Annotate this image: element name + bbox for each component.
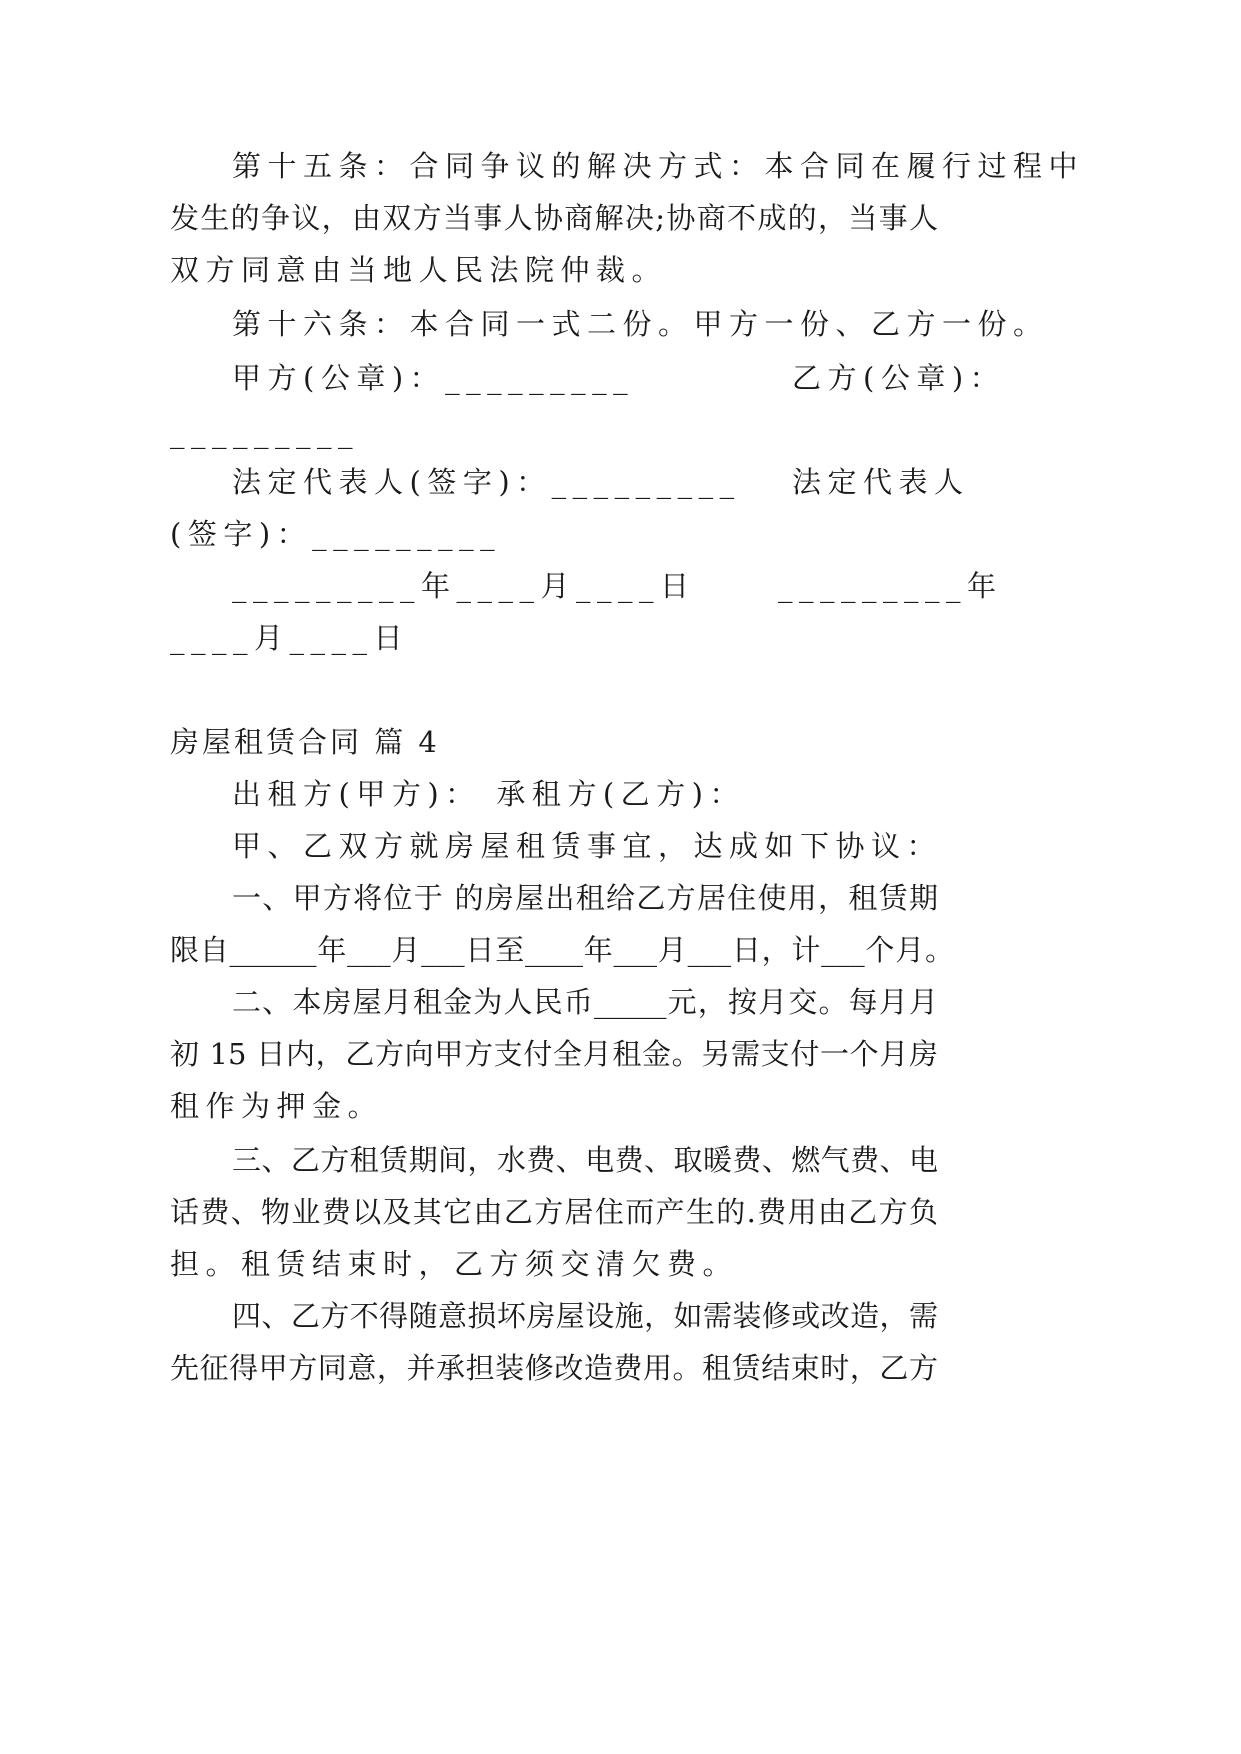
rep-a-signature: 法定代表人(签字)：_________ bbox=[232, 465, 741, 499]
item3-line2: 话费、物业费以及其它由乙方居住而产生的.费用由乙方负 bbox=[170, 1195, 938, 1229]
party-b-seal-blank: _________ bbox=[170, 415, 359, 449]
section-heading: 房屋租赁合同 篇 4 bbox=[170, 725, 440, 759]
item4-line2: 先征得甲方同意，并承担装修改造费用。租赁结束时，乙方 bbox=[170, 1351, 938, 1385]
date-b: _________年 bbox=[778, 569, 1003, 603]
article15-line3: 双方同意由当地人民法院仲裁。 bbox=[170, 253, 668, 287]
article15-line2: 发生的争议，由双方当事人协商解决;协商不成的，当事人 bbox=[170, 201, 938, 235]
rep-b-signature: 法定代表人 bbox=[792, 465, 970, 499]
item4-line1: 四、乙方不得随意损坏房屋设施，如需装修或改造，需 bbox=[232, 1299, 938, 1333]
item3-line1: 三、乙方租赁期间，水费、电费、取暖费、燃气费、电 bbox=[232, 1143, 938, 1177]
intro-line: 甲、乙双方就房屋租赁事宜，达成如下协议： bbox=[232, 829, 943, 863]
item1-line1: 一、甲方将位于 的房屋出租给乙方居住使用，租赁期 bbox=[232, 881, 938, 915]
article16-line1: 第十六条：本合同一式二份。甲方一份、乙方一份。 bbox=[232, 307, 1049, 341]
item3-line3: 担。租赁结束时，乙方须交清欠费。 bbox=[170, 1247, 739, 1281]
item2-line1: 二、本房屋月租金为人民币_____元，按月交。每月月 bbox=[232, 985, 938, 1019]
date-b-cont: ____月____日 bbox=[170, 621, 410, 655]
item2-line3: 租作为押金。 bbox=[170, 1089, 384, 1123]
item2-line2: 初 15 日内，乙方向甲方支付全月租金。另需支付一个月房 bbox=[170, 1037, 938, 1071]
rep-b-signature-cont: (签字)：_________ bbox=[170, 517, 502, 551]
item1-line2: 限自______年___月___日至____年___月___日，计___个月。 bbox=[170, 933, 954, 967]
party-b-seal: 乙方(公章)： bbox=[792, 361, 1006, 395]
date-a: _________年____月____日 bbox=[232, 569, 696, 603]
party-a-seal: 甲方(公章)：_________ bbox=[232, 361, 635, 395]
parties-line: 出租方(甲方)： 承租方(乙方)： bbox=[232, 777, 745, 811]
article15-line1: 第十五条：合同争议的解决方式：本合同在履行过程中 bbox=[232, 149, 1085, 183]
